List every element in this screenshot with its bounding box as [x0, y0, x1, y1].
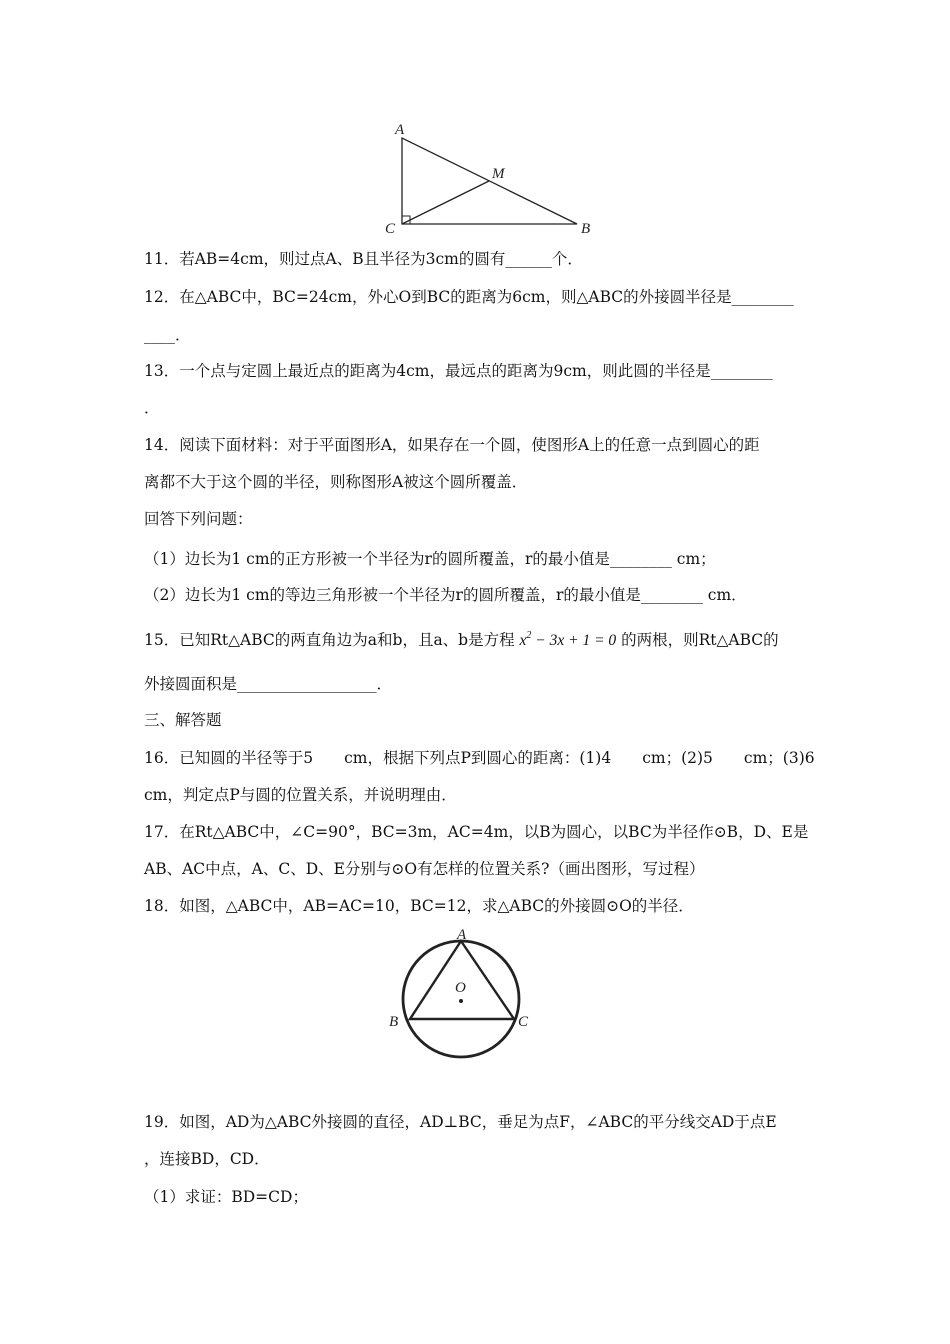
question-15-line2: 外接圆面积是__________________． — [144, 675, 393, 693]
label-c: C — [385, 221, 396, 237]
question-19-part1: （1）求证：BD=CD； — [144, 1188, 308, 1206]
question-11: 11．若AB=4cm，则过点A、B且半径为3cm的圆有______个． — [144, 250, 583, 268]
figure-inscribed-triangle — [380, 925, 550, 1070]
question-15-suffix: 的两根，则Rt△ABC的 — [616, 631, 779, 649]
section-heading: 三、解答题 — [144, 711, 222, 729]
equation: $x^2 - 3x + 1 = 0$ — [519, 630, 617, 649]
question-17-line1: 17．在Rt△ABC中，∠C=90°，BC=3m，AC=4m，以B为圆心，以BC为半径作⊙B，D、E是 — [144, 823, 809, 841]
question-15-prefix: 15．已知Rt△ABC的两直角边为a和b，且a、b是方程 — [144, 631, 520, 649]
label-m: M — [492, 166, 505, 182]
question-16-line2: cm，判定点P与圆的位置关系，并说明理由． — [144, 786, 457, 804]
label-c: C — [518, 1014, 529, 1030]
figure-right-triangle — [380, 115, 600, 240]
question-13-line1: 13．一个点与定圆上最近点的距离为4cm，最远点的距离为9cm，则此圆的半径是________ — [144, 362, 773, 380]
label-a: A — [457, 927, 467, 943]
question-12-line2: ____． — [144, 326, 191, 344]
question-17-line2: AB、AC中点，A、C、D、E分别与⊙O有怎样的位置关系?（画出图形，写过程） — [144, 860, 705, 878]
question-14-part1: （1）边长为1 cm的正方形被一个半径为r的圆所覆盖，r的最小值是________ cm； — [144, 550, 716, 568]
question-12-line1: 12．在△ABC中，BC=24cm，外心O到BC的距离为6cm，则△ABC的外接圆半径是________ — [144, 288, 794, 306]
question-18: 18．如图，△ABC中，AB=AC=10，BC=12，求△ABC的外接圆⊙O的半径． — [144, 897, 694, 915]
label-o: O — [455, 980, 466, 996]
question-16-line1: 16．已知圆的半径等于5 cm，根据下列点P到圆心的距离：(1)4 cm；(2)5 cm；(3)6 — [144, 749, 815, 767]
question-13-line2: ． — [144, 399, 160, 417]
label-b: B — [581, 221, 591, 237]
question-14-line2: 离都不大于这个圆的半径，则称图形A被这个圆所覆盖． — [144, 473, 528, 491]
question-19-line2: ，连接BD，CD． — [144, 1150, 270, 1168]
question-14-part2: （2）边长为1 cm的等边三角形被一个半径为r的圆所覆盖，r的最小值是________ cm． — [144, 586, 747, 604]
label-a: A — [395, 122, 405, 138]
question-14-line3: 回答下列问题： — [144, 510, 253, 528]
question-15-line1 — [144, 629, 779, 652]
label-b: B — [389, 1014, 399, 1030]
question-19-line1: 19．如图，AD为△ABC外接圆的直径，AD⊥BC，垂足为点F，∠ABC的平分线交AD于点E — [144, 1113, 777, 1131]
question-14-line1: 14．阅读下面材料：对于平面图形A，如果存在一个圆，使图形A上的任意一点到圆心的距 — [144, 436, 760, 454]
